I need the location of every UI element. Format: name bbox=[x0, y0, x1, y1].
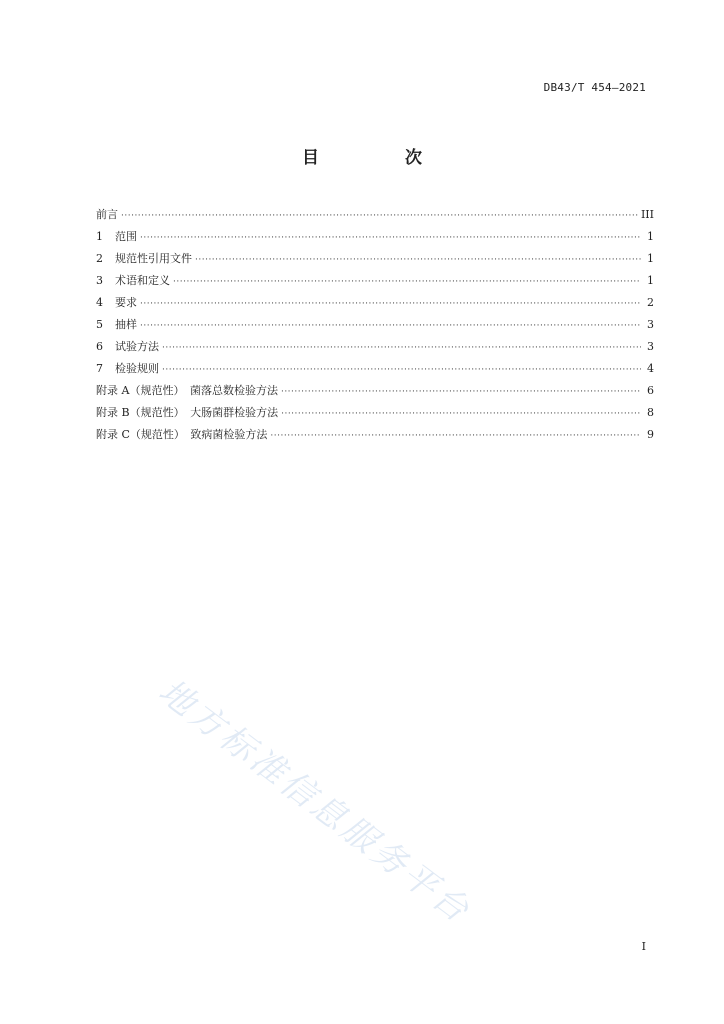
toc-entry-appendix-c[interactable] bbox=[96, 424, 654, 446]
toc-entry-label: 要求 bbox=[115, 296, 137, 309]
toc-entry-page: 3 bbox=[647, 340, 654, 353]
toc-entry-label: 附录 A（规范性） 菌落总数检验方法 bbox=[96, 384, 278, 397]
toc-entry-number: 5 bbox=[96, 318, 103, 331]
toc-entry-foreword[interactable] bbox=[96, 204, 654, 226]
toc-entry-label: 术语和定义 bbox=[115, 274, 170, 287]
toc-entry-number: 7 bbox=[96, 362, 103, 375]
leader-dots bbox=[281, 381, 641, 403]
toc-entry-page: 1 bbox=[647, 274, 654, 287]
toc-entry-page: 8 bbox=[647, 406, 654, 419]
leader-dots bbox=[140, 293, 641, 315]
toc-entry-scope[interactable] bbox=[96, 226, 654, 248]
toc-entry-page: 2 bbox=[647, 296, 654, 309]
toc-entry-number: 2 bbox=[96, 252, 103, 265]
toc-title: 目 次 bbox=[302, 148, 462, 168]
leader-dots bbox=[173, 271, 641, 293]
toc-entry-page: 9 bbox=[647, 428, 654, 441]
toc-entry-page: 6 bbox=[647, 384, 654, 397]
toc-entry-label: 抽样 bbox=[115, 318, 137, 331]
toc-entry-label: 检验规则 bbox=[115, 362, 159, 375]
toc-entry-requirements[interactable] bbox=[96, 292, 654, 314]
leader-dots bbox=[281, 403, 641, 425]
leader-dots bbox=[195, 249, 641, 271]
toc-entry-number: 1 bbox=[96, 230, 103, 243]
toc-entry-label: 试验方法 bbox=[115, 340, 159, 353]
leader-dots bbox=[140, 315, 641, 337]
toc-entry-label: 附录 C（规范性） 致病菌检验方法 bbox=[96, 428, 268, 441]
toc-entry-page: III bbox=[640, 208, 654, 221]
toc-entry-appendix-a[interactable] bbox=[96, 380, 654, 402]
toc-entry-page: 3 bbox=[647, 318, 654, 331]
toc-entry-number: 3 bbox=[96, 274, 103, 287]
toc-entry-appendix-b[interactable] bbox=[96, 402, 654, 424]
toc-entry-terms-definitions[interactable] bbox=[96, 270, 654, 292]
toc-entry-sampling[interactable] bbox=[96, 314, 654, 336]
leader-dots bbox=[162, 359, 641, 381]
leader-dots bbox=[121, 205, 638, 227]
toc-entry-inspection-rules[interactable] bbox=[96, 358, 654, 380]
toc-entry-page: 4 bbox=[647, 362, 654, 375]
toc-entry-number: 4 bbox=[96, 296, 103, 309]
toc-entry-label: 附录 B（规范性） 大肠菌群检验方法 bbox=[96, 406, 279, 419]
document-code: DB43/T 454—2021 bbox=[543, 81, 646, 94]
toc-entry-label: 规范性引用文件 bbox=[115, 252, 192, 265]
toc-entry-page: 1 bbox=[647, 230, 654, 243]
toc-entry-label: 范围 bbox=[115, 230, 137, 243]
leader-dots bbox=[162, 337, 641, 359]
toc-entry-normative-references[interactable] bbox=[96, 248, 654, 270]
toc-entry-number: 6 bbox=[96, 340, 103, 353]
table-of-contents bbox=[96, 204, 654, 446]
toc-entry-label: 前言 bbox=[96, 208, 118, 221]
toc-entry-page: 1 bbox=[647, 252, 654, 265]
leader-dots bbox=[270, 425, 641, 447]
leader-dots bbox=[140, 227, 641, 249]
watermark: 地方标准信息服务平台 bbox=[151, 671, 479, 933]
page-number: I bbox=[641, 940, 646, 953]
toc-entry-test-methods[interactable] bbox=[96, 336, 654, 358]
